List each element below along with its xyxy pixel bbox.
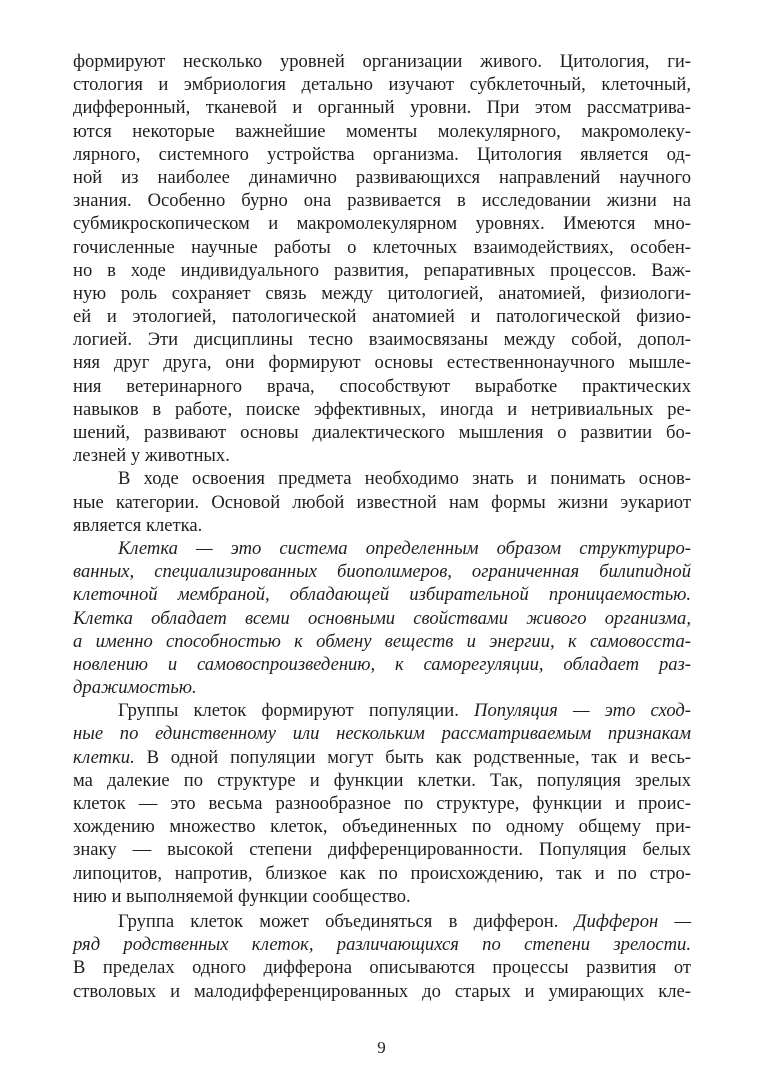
text-line: стология и эмбриология детально изучают субклеточный, клеточный, — [73, 74, 691, 96]
line-text: Группа клеток может объединяться в дифферон. — [118, 910, 575, 932]
line-text: Группы клеток формируют популяции. — [118, 700, 475, 722]
definition-term: клетки. — [73, 746, 135, 768]
paragraph-differon — [73, 910, 691, 1003]
text-line: новлению и самовоспроизведению, к саморегуляции, обладает раз- — [73, 653, 691, 675]
text-line: В ходе освоения предмета необходимо знать и понимать основ- — [118, 468, 691, 490]
text-line: шений, развивают основы диалектического мышления о развитии бо- — [73, 422, 691, 443]
text-line: ей и этологией, патологической анатомией и патологической физио- — [73, 306, 691, 328]
text-line: клеточной мембраной, обладающей избирательной проницаемостью. — [73, 584, 691, 606]
text-line: ются некоторые важнейшие моменты молекулярного, макромолеку- — [73, 120, 691, 142]
definition-term: Популяция — это сход- — [474, 700, 691, 722]
text-line: ные по единственному или нескольким рассматриваемым признакам — [73, 723, 691, 745]
text-line: но в ходе индивидуального развития, репаративных процессов. Важ- — [73, 259, 691, 281]
paragraph-2 — [73, 467, 691, 537]
paragraph-1 — [73, 50, 691, 467]
text-line: Клетка обладает всеми основными свойствами живого организма, — [73, 607, 691, 629]
paragraph-cell-definition — [73, 537, 691, 699]
text-line — [73, 699, 691, 722]
text-line: лезней у животных. — [73, 445, 230, 467]
definition-term: Дифферон — — [574, 910, 691, 932]
page-body — [73, 50, 691, 1050]
text-line: нию и выполняемой функции сообщество. — [73, 885, 411, 907]
text-line: гочисленные научные работы о клеточных взаимодействиях, особен- — [73, 236, 691, 258]
text-line: ную роль сохраняет связь между цитологией, анатомией, физиологи- — [73, 282, 691, 304]
text-line: ванных, специализированных биополимеров, ограниченная билипидной — [73, 561, 691, 583]
text-line: дифферонный, тканевой и органный уровни. При этом рассматрива- — [73, 97, 691, 119]
text-line: субмикроскопическом и макромолекулярном уровнях. Имеются мно- — [73, 213, 691, 235]
text-line: навыков в работе, поиске эффективных, иногда и нетривиальных ре- — [73, 398, 691, 420]
text-line: клеток — это весьма разнообразное по структуре, функции и проис- — [73, 793, 691, 814]
text-line: дражимостью. — [73, 677, 197, 699]
text-line: В пределах одного дифферона описываются процессы развития от — [73, 957, 691, 979]
text-line: липоцитов, напротив, близкое как по происхождению, так и по стро- — [73, 862, 691, 884]
text-line: няя друг друга, они формируют основы естественнонаучного мышле- — [73, 352, 691, 374]
text-line: Клетка — это система определенным образом структуриро- — [118, 537, 691, 559]
text-line: является клетка. — [73, 514, 203, 536]
text-line: ма далекие по структуре и функции клетки. Так, популяция зрелых — [73, 769, 691, 791]
text-line: знания. Особенно бурно она развивается в исследовании жизни на — [73, 190, 691, 212]
page-number: 9 — [377, 1038, 386, 1057]
text-line: ния ветеринарного врача, способствуют выработке практических — [73, 375, 691, 397]
line-text: В одной популяции могут быть как родственные, так и весь- — [134, 746, 691, 768]
text-line: ной из наиболее динамично развивающихся направлений научного — [73, 166, 691, 188]
text-line: логией. Эти дисциплины тесно взаимосвязаны между собой, допол- — [73, 329, 691, 351]
paragraph-population — [73, 699, 691, 908]
text-line: лярного, системного устройства организма. Цитология является од- — [73, 143, 691, 165]
text-line: формируют несколько уровней организации живого. Цитология, ги- — [73, 51, 691, 72]
text-line: стволовых и малодифференцированных до старых и умирающих кле- — [73, 980, 691, 1002]
text-line — [73, 910, 691, 933]
text-line: хождению множество клеток, объединенных по одному общему при- — [73, 816, 691, 838]
text-line: ряд родственных клеток, различающихся по степени зрелости. — [73, 934, 691, 956]
text-line: а именно способностью к обмену веществ и энергии, к самовосста- — [73, 630, 691, 652]
text-line — [73, 746, 691, 769]
text-line: ные категории. Основой любой известной нам формы жизни эукариот — [73, 491, 691, 513]
text-line: знаку — высокой степени дифференцированности. Популяция белых — [73, 839, 691, 861]
